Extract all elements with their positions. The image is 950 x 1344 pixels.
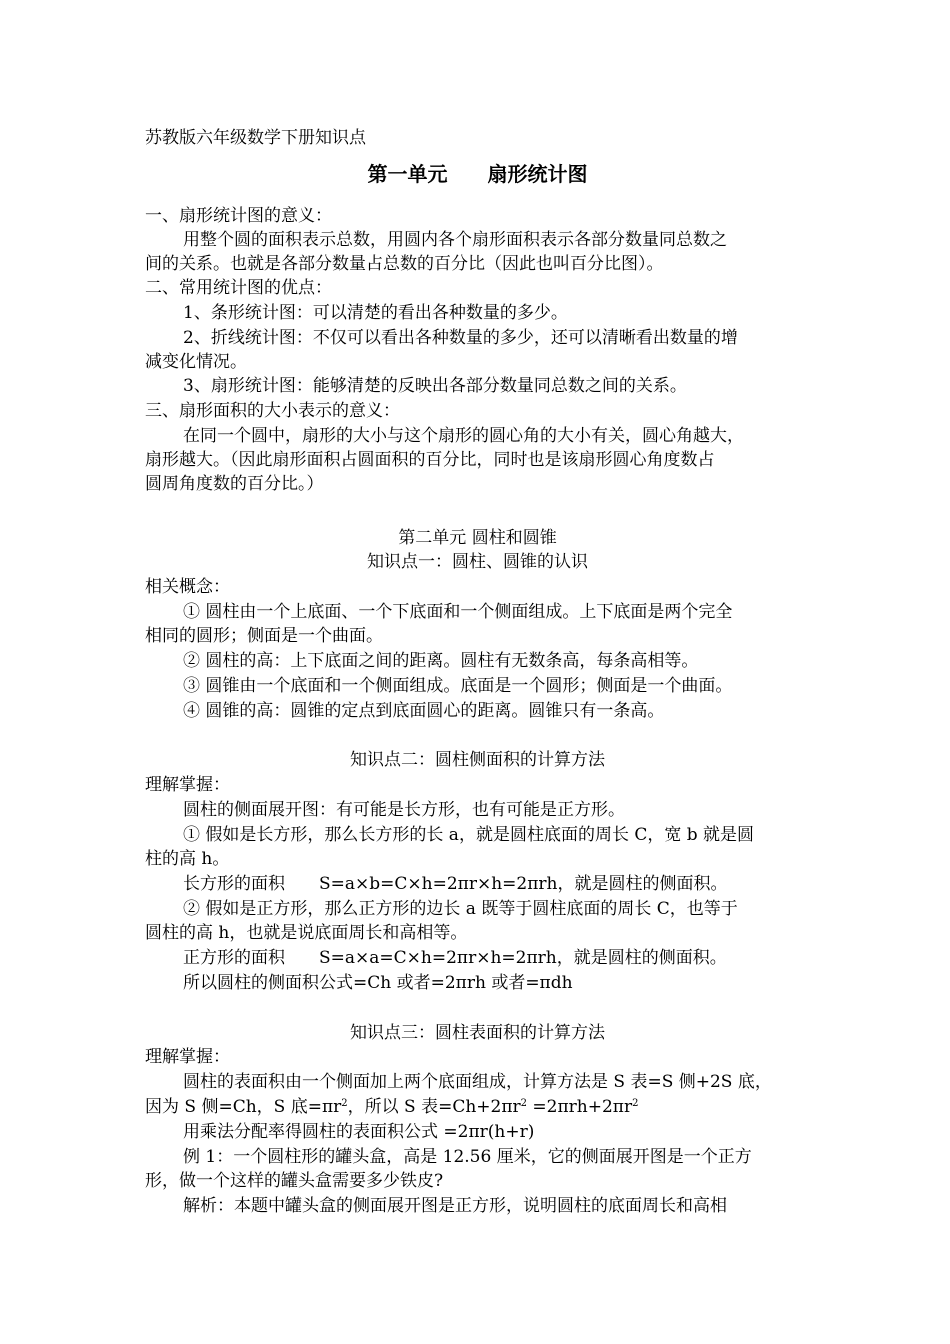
unit1-section3-text: 扇形越大。（因此扇形面积占圆面积的百分比，同时也是该扇形圆心角度数占 bbox=[145, 450, 715, 470]
superscript: 2 bbox=[341, 1098, 348, 1109]
unit1-section1-title: 一、扇形统计图的意义： bbox=[145, 206, 332, 226]
unit2-kp3-example: 形，做一个这样的罐头盒需要多少铁皮? bbox=[145, 1171, 444, 1191]
unit2-kp3-formula: 用乘法分配率得圆柱的表面积公式 =2πr(h+r) bbox=[183, 1122, 535, 1142]
unit2-heading: 第二单元 圆柱和圆锥 bbox=[398, 528, 557, 548]
kp3-text-part: =2πrh+2πr bbox=[527, 1097, 633, 1117]
unit1-heading: 第一单元 扇形统计图 bbox=[367, 162, 588, 186]
unit2-kp2-summary-formula: 所以圆柱的侧面积公式=Ch 或者=2πrh 或者=πdh bbox=[183, 973, 573, 993]
unit2-kp1-item: ④ 圆锥的高：圆锥的定点到底面圆心的距离。圆锥只有一条高。 bbox=[183, 701, 665, 721]
unit2-kp2-rect-formula: 长方形的面积 S=a×b=C×h=2πr×h=2πrh，就是圆柱的侧面积。 bbox=[183, 874, 728, 894]
superscript: 2 bbox=[520, 1098, 528, 1109]
unit2-kp1-item: ① 圆柱由一个上底面、一个下底面和一个侧面组成。上下底面是两个完全 bbox=[183, 602, 733, 622]
unit2-kp3-label: 理解掌握： bbox=[145, 1047, 230, 1067]
unit2-kp3-text: 圆柱的表面积由一个侧面加上两个底面组成，计算方法是 S 表=S 侧+2S 底， bbox=[183, 1072, 772, 1092]
unit1-section1-text: 用整个圆的面积表示总数，用圆内各个扇形面积表示各部分数量同总数之 bbox=[183, 230, 727, 250]
unit2-kp2-item: 圆柱的高 h，也就是说底面周长和高相等。 bbox=[145, 923, 468, 943]
kp3-text-part: ，所以 S 表=Ch+2πr bbox=[347, 1097, 521, 1117]
unit2-kp3-analysis: 解析：本题中罐头盒的侧面展开图是正方形，说明圆柱的底面周长和高相 bbox=[183, 1196, 727, 1216]
unit1-section3-text: 圆周角度数的百分比。） bbox=[145, 474, 324, 494]
unit1-section2-title: 二、常用统计图的优点： bbox=[145, 278, 332, 298]
unit1-section3-title: 三、扇形面积的大小表示的意义： bbox=[145, 401, 400, 421]
unit1-section3-text: 在同一个圆中，扇形的大小与这个扇形的圆心角的大小有关，圆心角越大， bbox=[183, 426, 744, 446]
unit2-kp3-text bbox=[145, 1095, 810, 1119]
superscript: 2 bbox=[632, 1098, 639, 1109]
unit2-kp2-label: 理解掌握： bbox=[145, 775, 230, 795]
unit2-kp3-title: 知识点三：圆柱表面积的计算方法 bbox=[350, 1023, 605, 1043]
unit1-section2-item: 1、条形统计图：可以清楚的看出各种数量的多少。 bbox=[183, 303, 568, 323]
unit2-kp2-text: 圆柱的侧面展开图：有可能是长方形，也有可能是正方形。 bbox=[183, 800, 625, 820]
unit2-kp2-item: ② 假如是正方形，那么正方形的边长 a 既等于圆柱底面的周长 C，也等于 bbox=[183, 899, 738, 919]
unit2-kp1-label: 相关概念： bbox=[145, 577, 230, 597]
unit2-kp2-title: 知识点二：圆柱侧面积的计算方法 bbox=[350, 750, 605, 770]
unit2-kp1-title: 知识点一：圆柱、圆锥的认识 bbox=[367, 552, 588, 572]
unit1-section2-item: 3、扇形统计图：能够清楚的反映出各部分数量同总数之间的关系。 bbox=[183, 376, 687, 396]
unit1-section2-item: 减变化情况。 bbox=[145, 352, 247, 372]
unit1-section2-item: 2、折线统计图：不仅可以看出各种数量的多少，还可以清晰看出数量的增 bbox=[183, 328, 738, 348]
unit2-kp3-example: 例 1：一个圆柱形的罐头盒，高是 12.56 厘米，它的侧面展开图是一个正方 bbox=[183, 1147, 752, 1167]
unit2-kp1-item: ③ 圆锥由一个底面和一个侧面组成。底面是一个圆形；侧面是一个曲面。 bbox=[183, 676, 733, 696]
unit2-kp2-item: ① 假如是长方形，那么长方形的长 a，就是圆柱底面的周长 C，宽 b 就是圆 bbox=[183, 825, 755, 845]
unit2-kp2-item: 柱的高 h。 bbox=[145, 849, 230, 869]
kp3-text-part: 因为 S 侧=Ch，S 底=πr bbox=[145, 1097, 342, 1117]
unit2-kp1-item: ② 圆柱的高：上下底面之间的距离。圆柱有无数条高，每条高相等。 bbox=[183, 651, 699, 671]
unit1-section1-text: 间的关系。也就是各部分数量占总数的百分比（因此也叫百分比图）。 bbox=[145, 254, 664, 274]
doc-title: 苏教版六年级数学下册知识点 bbox=[145, 128, 366, 148]
unit2-kp2-square-formula: 正方形的面积 S=a×a=C×h=2πr×h=2πrh，就是圆柱的侧面积。 bbox=[183, 948, 727, 968]
unit2-kp1-item: 相同的圆形；侧面是一个曲面。 bbox=[145, 626, 383, 646]
